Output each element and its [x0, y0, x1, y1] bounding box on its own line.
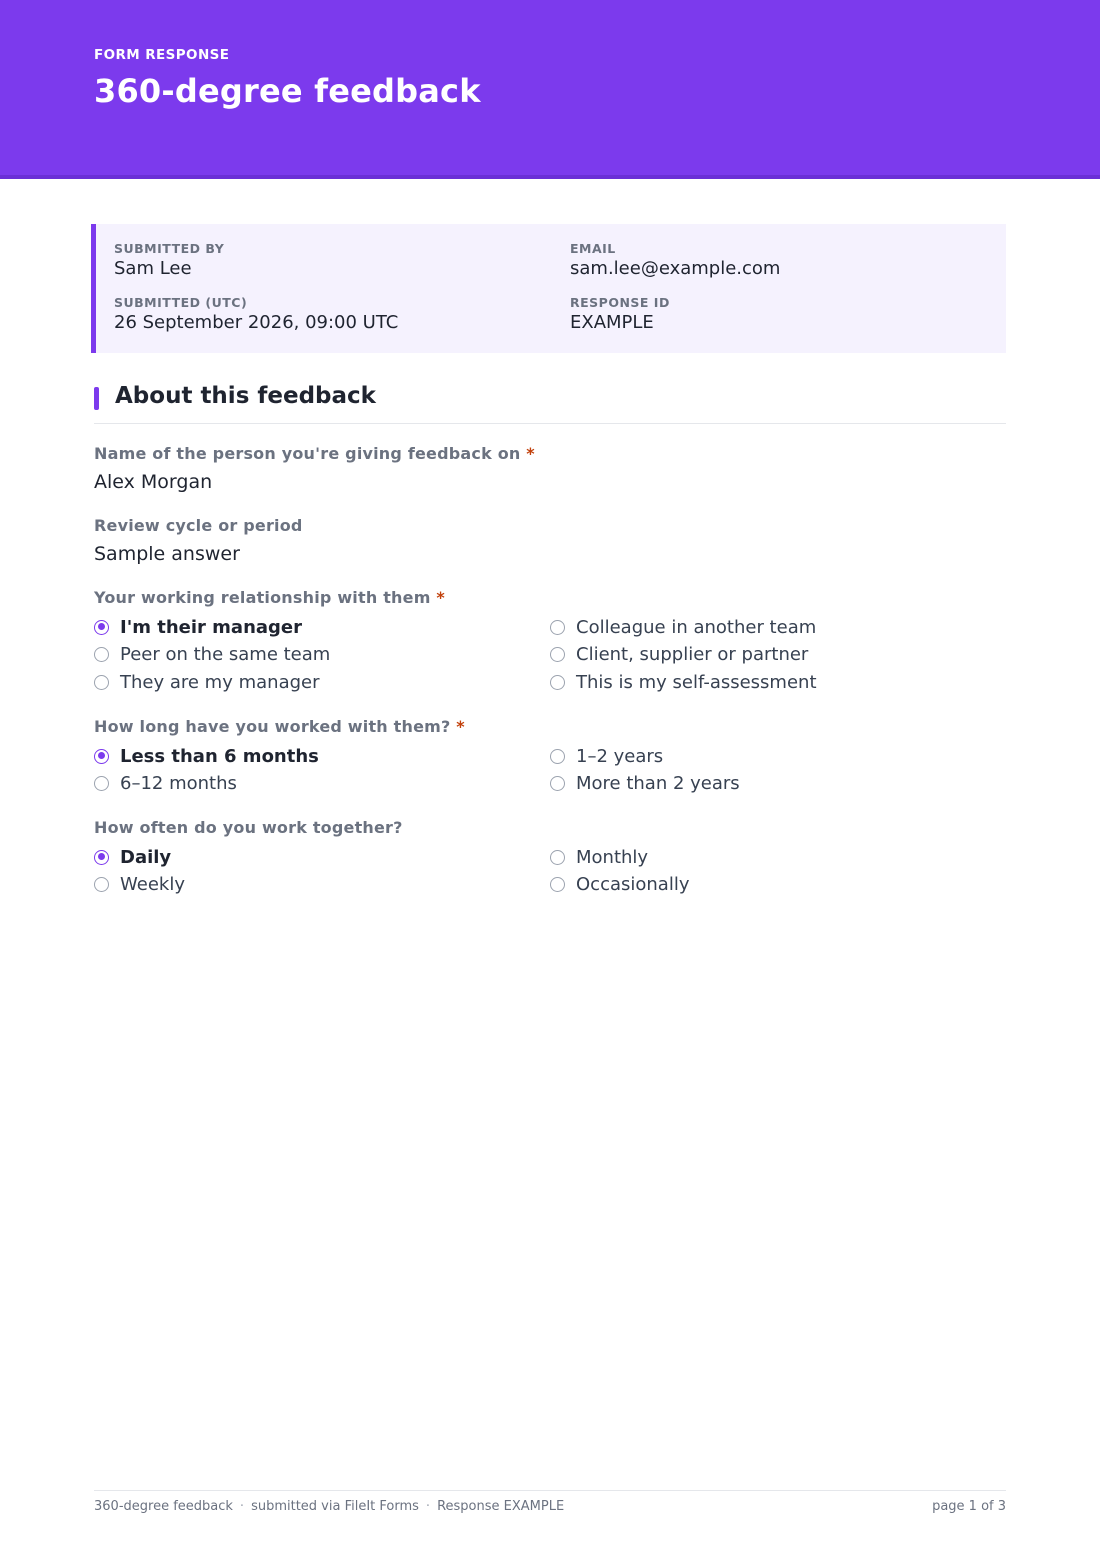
- email-value: sam.lee@example.com: [570, 258, 781, 279]
- answer-text: Sample answer: [94, 543, 240, 565]
- radio-option-label: Monthly: [576, 846, 649, 868]
- radio-option-label: Client, supplier or partner: [576, 643, 809, 665]
- radio-empty-icon: [550, 675, 565, 690]
- response-id: [570, 295, 670, 334]
- radio-option-label: They are my manager: [120, 671, 320, 693]
- form-eyebrow: FORM RESPONSE: [94, 47, 230, 63]
- answer-text: Alex Morgan: [94, 471, 213, 493]
- separator-dot-icon: ·: [239, 1499, 245, 1514]
- section-accent-bar: [94, 387, 99, 410]
- radio-option-label: Peer on the same team: [120, 643, 331, 665]
- footer-response: Response EXAMPLE: [437, 1499, 565, 1514]
- email-label: EMAIL: [570, 241, 616, 256]
- question-label: Review cycle or period: [94, 516, 303, 535]
- radio-option[interactable]: [550, 870, 689, 898]
- form-header: [0, 0, 1100, 179]
- submitted-utc-label: SUBMITTED (UTC): [114, 295, 248, 310]
- radio-option-label: More than 2 years: [576, 772, 740, 794]
- radio-option-label: Colleague in another team: [576, 616, 817, 638]
- radio-option[interactable]: [550, 843, 648, 871]
- radio-option[interactable]: [550, 640, 808, 668]
- section-title: About this feedback: [115, 383, 376, 409]
- email: [570, 241, 780, 280]
- separator-dot-icon: ·: [425, 1499, 431, 1514]
- response-id-label: RESPONSE ID: [570, 295, 670, 310]
- radio-group: [94, 613, 1006, 697]
- radio-option[interactable]: [94, 640, 330, 668]
- question-label-text: How long have you worked with them?: [94, 717, 451, 736]
- radio-empty-icon: [94, 877, 109, 892]
- radio-option-label: Weekly: [120, 873, 185, 895]
- radio-option-label: I'm their manager: [120, 616, 303, 638]
- submission-meta: [91, 224, 1006, 353]
- radio-selected-icon: [94, 620, 109, 635]
- question-working-relationship: [94, 588, 1006, 697]
- radio-option-label: Occasionally: [576, 873, 690, 895]
- radio-empty-icon: [550, 776, 565, 791]
- page-number: page 1 of 3: [932, 1499, 1006, 1514]
- radio-empty-icon: [94, 776, 109, 791]
- form-title: 360-degree feedback: [94, 72, 481, 110]
- submitted-utc: [114, 295, 398, 334]
- submitted-by-value: Sam Lee: [114, 258, 192, 279]
- footer-form-name: 360-degree feedback: [94, 1499, 233, 1514]
- radio-option-label: Less than 6 months: [120, 745, 319, 767]
- radio-option-label: This is my self-assessment: [576, 671, 817, 693]
- required-marker: *: [526, 444, 535, 463]
- radio-option[interactable]: [550, 742, 663, 770]
- radio-group: [94, 843, 1006, 899]
- radio-option-label: Daily: [120, 846, 172, 868]
- radio-empty-icon: [550, 850, 565, 865]
- submitted-by: [114, 241, 224, 280]
- radio-group: [94, 742, 1006, 798]
- required-marker: *: [456, 717, 465, 736]
- radio-empty-icon: [550, 620, 565, 635]
- question-label: [94, 588, 1006, 608]
- radio-option-label: 6–12 months: [120, 772, 237, 794]
- required-marker: *: [436, 588, 445, 607]
- question-frequency: [94, 818, 1006, 899]
- radio-option[interactable]: [94, 668, 320, 696]
- radio-empty-icon: [550, 647, 565, 662]
- radio-empty-icon: [550, 877, 565, 892]
- question-review-cycle: [94, 516, 1006, 566]
- question-label: How often do you work together?: [94, 818, 403, 837]
- question-label-text: Name of the person you're giving feedback on: [94, 444, 521, 463]
- radio-option[interactable]: [94, 742, 319, 770]
- radio-selected-icon: [94, 749, 109, 764]
- radio-empty-icon: [550, 749, 565, 764]
- radio-option-label: 1–2 years: [576, 745, 664, 767]
- radio-empty-icon: [94, 647, 109, 662]
- question-duration: [94, 717, 1006, 798]
- radio-option[interactable]: [550, 613, 816, 641]
- radio-option[interactable]: [94, 843, 171, 871]
- section-heading: [94, 383, 1006, 424]
- radio-option[interactable]: [550, 668, 817, 696]
- question-person-name: [94, 444, 1006, 494]
- question-label: [94, 444, 1006, 464]
- radio-option[interactable]: [94, 769, 237, 797]
- submitted-by-label: SUBMITTED BY: [114, 241, 225, 256]
- footer-left: [94, 1499, 564, 1514]
- radio-option[interactable]: [94, 870, 185, 898]
- radio-selected-icon: [94, 850, 109, 865]
- page-footer: [94, 1490, 1006, 1520]
- question-label: [94, 717, 1006, 737]
- response-id-value: EXAMPLE: [570, 312, 654, 333]
- radio-option[interactable]: [550, 769, 740, 797]
- radio-empty-icon: [94, 675, 109, 690]
- footer-submitted-via: submitted via FileIt Forms: [251, 1499, 419, 1514]
- radio-option[interactable]: [94, 613, 302, 641]
- submitted-utc-value: 26 September 2026, 09:00 UTC: [114, 312, 399, 333]
- question-label-text: Your working relationship with them: [94, 588, 431, 607]
